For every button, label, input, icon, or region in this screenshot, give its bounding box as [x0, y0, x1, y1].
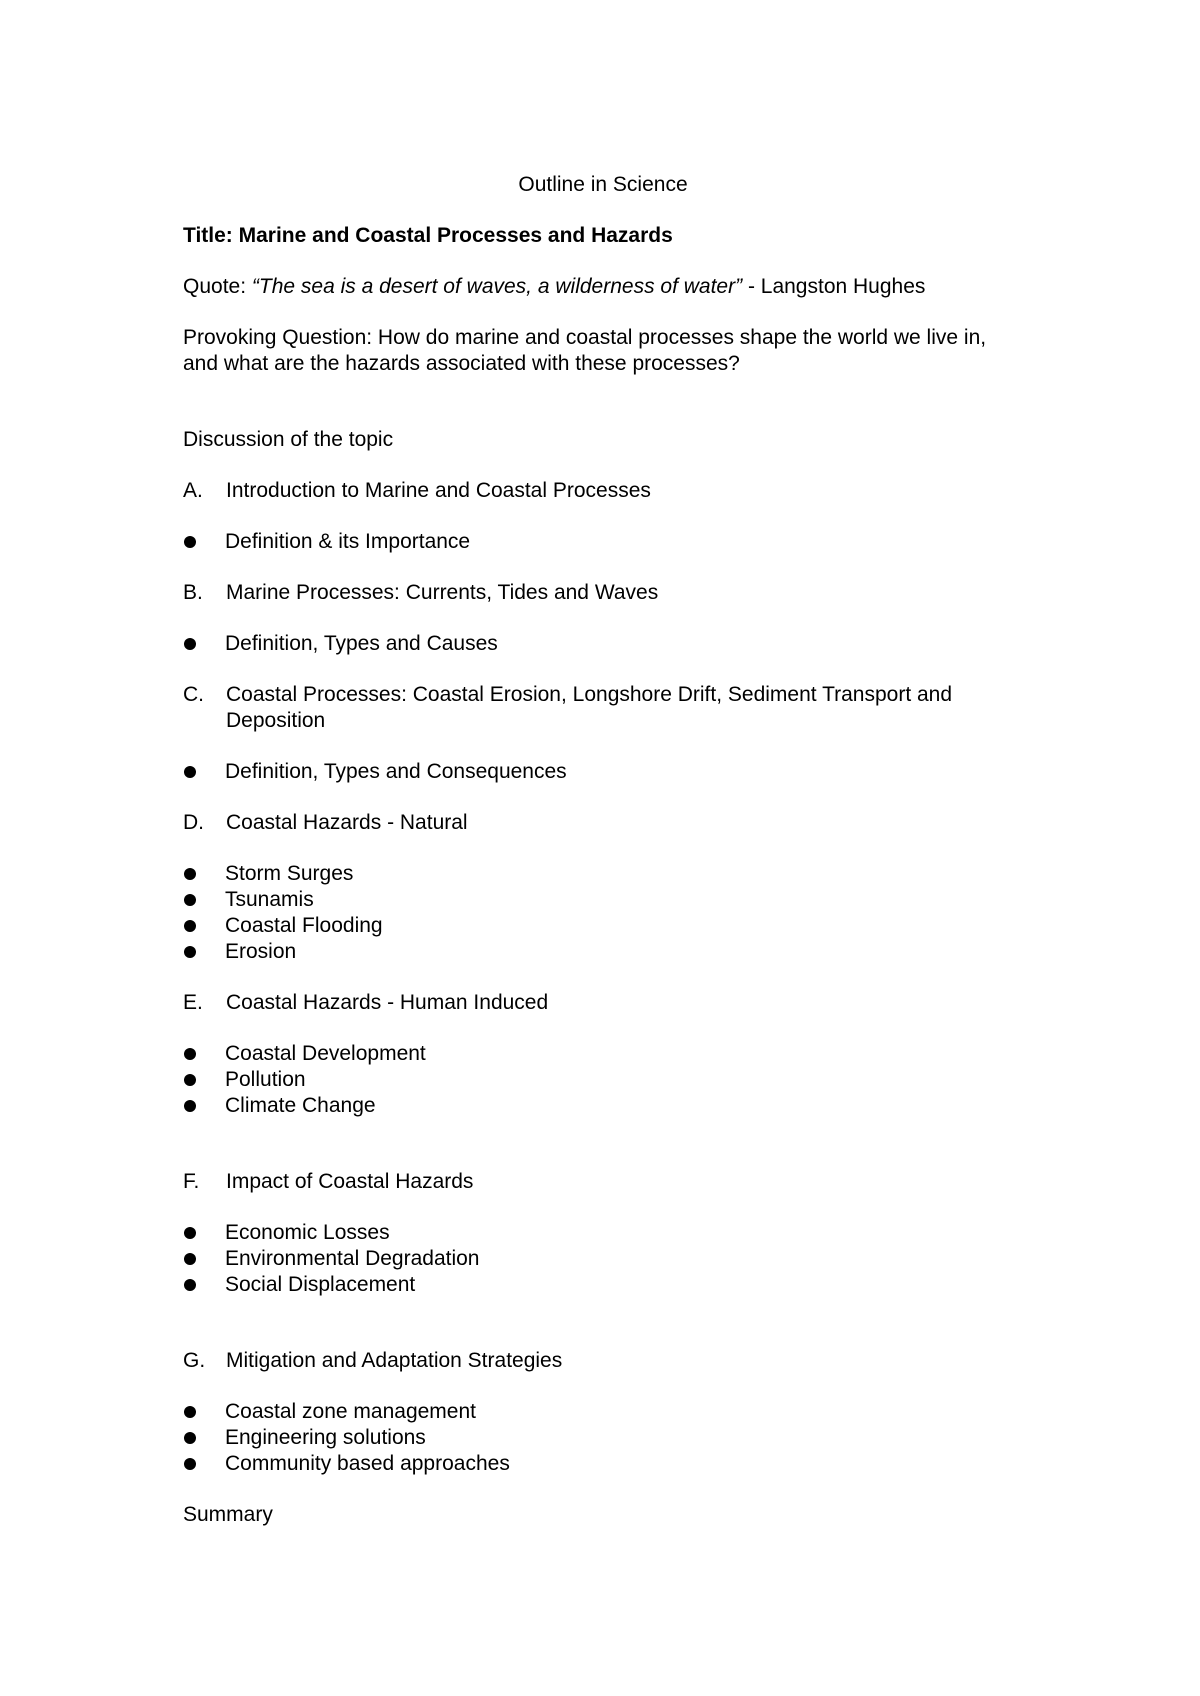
list-item [183, 1451, 1023, 1477]
list-item [183, 1399, 1023, 1425]
list-item-text: Engineering solutions [225, 1426, 426, 1449]
list-item-text: Definition, Types and Causes [225, 632, 498, 655]
quote-text: “The sea is a desert of waves, a wilderness of water” [251, 275, 743, 298]
list-item-text: Coastal zone management [225, 1400, 476, 1423]
section-letter: G. [183, 1349, 206, 1372]
bullet-icon [183, 1425, 225, 1451]
list-item [183, 861, 1023, 887]
section-title: Mitigation and Adaptation Strategies [226, 1349, 563, 1372]
list-item [183, 759, 1023, 785]
section-d [183, 810, 1023, 965]
section-letter: F. [183, 1170, 200, 1193]
section-letter: A. [183, 479, 203, 502]
section-letter: D. [183, 811, 204, 834]
provoking-question: Provoking Question: How do marine and coastal processes shape the world we live in, and what are the hazards associated with these processes? [183, 326, 987, 375]
quote-line [183, 274, 1023, 300]
section-heading [183, 682, 1023, 734]
bullet-icon [183, 529, 225, 555]
list-item-text: Coastal Flooding [225, 914, 383, 937]
bullet-icon [183, 913, 225, 939]
list-item-text: Tsunamis [225, 888, 314, 911]
bullet-list [183, 1041, 1023, 1119]
bullet-icon [183, 1399, 225, 1425]
bullet-icon [183, 1067, 225, 1093]
bullet-icon [183, 1451, 225, 1477]
list-item [183, 939, 1023, 965]
bullet-list [183, 861, 1023, 965]
bullet-list [183, 529, 1023, 555]
bullet-icon [183, 759, 225, 785]
list-item-text: Definition & its Importance [225, 530, 471, 553]
section-title: Marine Processes: Currents, Tides and Waves [226, 581, 659, 604]
section-letter: C. [183, 683, 204, 706]
bullet-list [183, 759, 1023, 785]
section-title: Introduction to Marine and Coastal Processes [226, 479, 651, 502]
list-item [183, 913, 1023, 939]
document-body [183, 172, 1023, 1528]
list-item [183, 1093, 1023, 1119]
list-item [183, 631, 1023, 657]
list-item-text: Coastal Development [225, 1042, 426, 1065]
list-item-text: Economic Losses [225, 1221, 390, 1244]
bullet-icon [183, 631, 225, 657]
section-letter: E. [183, 991, 203, 1014]
bullet-list [183, 1220, 1023, 1298]
section-heading [183, 990, 1023, 1016]
quote-author: - Langston Hughes [742, 275, 926, 298]
list-item [183, 1272, 1023, 1298]
list-item-text: Definition, Types and Consequences [225, 760, 567, 783]
section-f [183, 1169, 1023, 1298]
list-item [183, 1041, 1023, 1067]
list-item [183, 887, 1023, 913]
list-item [183, 1246, 1023, 1272]
summary-label: Summary [183, 1503, 273, 1526]
section-heading [183, 478, 1023, 504]
section-a [183, 478, 1023, 555]
section-heading [183, 810, 1023, 836]
bullet-list [183, 1399, 1023, 1477]
section-heading [183, 1348, 1023, 1374]
bullet-icon [183, 1246, 225, 1272]
section-title: Coastal Processes: Coastal Erosion, Longshore Drift, Sediment Transport and Deposition [226, 683, 953, 732]
list-item [183, 529, 1023, 555]
list-item-text: Climate Change [225, 1094, 376, 1117]
list-item-text: Storm Surges [225, 862, 354, 885]
discussion-label: Discussion of the topic [183, 428, 394, 451]
list-item-text: Erosion [225, 940, 297, 963]
section-e [183, 990, 1023, 1119]
section-title: Coastal Hazards - Natural [226, 811, 468, 834]
quote-label: Quote: [183, 275, 252, 298]
bullet-icon [183, 1220, 225, 1246]
bullet-icon [183, 1272, 225, 1298]
list-item [183, 1067, 1023, 1093]
bullet-icon [183, 861, 225, 887]
bullet-list [183, 631, 1023, 657]
list-item-text: Community based approaches [225, 1452, 510, 1475]
bullet-icon [183, 887, 225, 913]
bullet-icon [183, 1093, 225, 1119]
section-heading [183, 580, 1023, 606]
section-heading [183, 1169, 1023, 1195]
list-item [183, 1220, 1023, 1246]
section-title: Impact of Coastal Hazards [226, 1170, 474, 1193]
list-item-text: Environmental Degradation [225, 1247, 480, 1270]
bullet-icon [183, 939, 225, 965]
document-heading: Outline in Science [518, 173, 688, 196]
document-title: Title: Marine and Coastal Processes and Hazards [183, 224, 673, 247]
list-item-text: Social Displacement [225, 1273, 416, 1296]
section-title: Coastal Hazards - Human Induced [226, 991, 549, 1014]
section-b [183, 580, 1023, 657]
list-item-text: Pollution [225, 1068, 306, 1091]
section-g [183, 1348, 1023, 1477]
bullet-icon [183, 1041, 225, 1067]
list-item [183, 1425, 1023, 1451]
section-letter: B. [183, 581, 203, 604]
section-c [183, 682, 1023, 785]
